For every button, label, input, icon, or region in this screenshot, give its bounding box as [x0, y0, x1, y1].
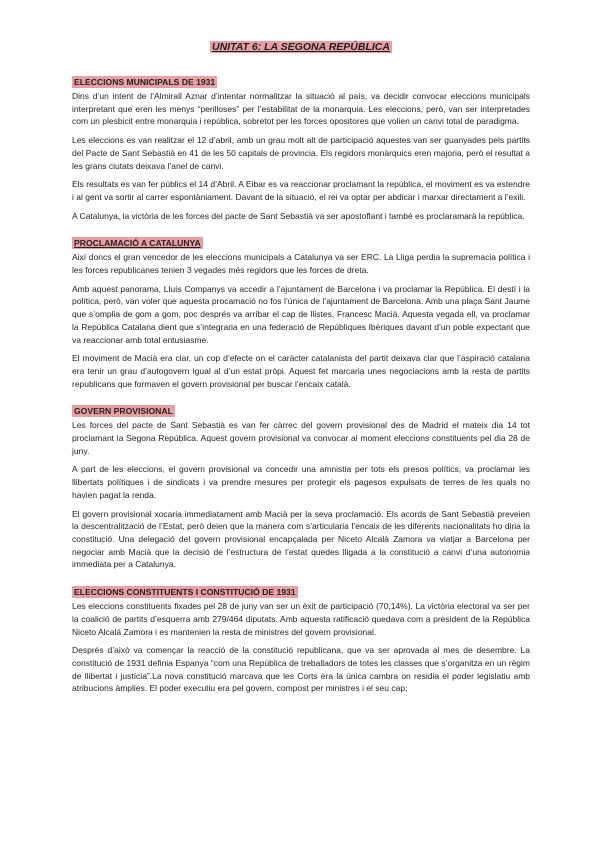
section-heading: ELECCIONS MUNICIPALS DE 1931: [74, 77, 216, 87]
section-provisional-government: [72, 401, 530, 571]
paragraph: Després d’això va començar la reacció de la constitució republicana, que va ser aprovada al mes de desembre. La constitució de 1931 definia Espanya “com una República de treballadors de totes les classes que s’organitza en un règim de llibertat i justícia”.La nova constitució marcava que les Corts era la única cambra on residia el poder legislatiu amb atribucions àmplies. El poder executiu era pel govern, compost per ministres i el seu cap;: [72, 645, 530, 694]
document-title: UNITAT 6: LA SEGONA REPÚBLICA: [212, 41, 390, 53]
paragraph: A part de les eleccions, el govern provisional va concedir una amnistia per tots els presos polítics, va proclamar les llibertats polítiques i de sindicats i va prendre mesures per protegir els pagesos expulsats de terres de les quals no havien pagat la renda.: [72, 464, 530, 500]
paragraph: Les eleccions constituents fixades pel 28 de juny van ser un èxit de participació (70,14%). La victòria electoral va ser per la coalició de partits d’esquerra amb 279/464 diputats. Amb aquesta ratificació quedava com a president de la República Niceto Alcalá Zamora i es mantenien la resta de ministres del govern provisional.: [72, 601, 530, 637]
paragraph: A Catalunya, la victòria de les forces del pacte de Sant Sebastià va ser apostoflant i també es proclaramarà la república.: [72, 210, 525, 221]
section-constituent-elections: [72, 582, 530, 695]
paragraph: Dins d’un intent de l’Almirall Aznar d’intentar normalitzar la situació al país, va decidir convocar eleccions municipals interpretant que eren les menys “perilloses” per l’estabilitat de la monarquia. Les eleccions, però, van ser interpretades com un plesbicit entre monarquia i república, sobretot per les forces opositores que volien un canvi total de paradigma.: [72, 91, 530, 127]
section-proclamation-catalonia: [72, 233, 530, 390]
section-heading: PROCLAMACIÓ A CATALUNYA: [74, 238, 201, 249]
paragraph: El moviment de Macià era clar, un cop d’efecte on el caràcter catalanista del partit deixava clar que l’aspiració catalana era tenir un grau d’autogovern igual al d’un estat pròpi. Aquest fet marcaria unes negociacions amb la resta de partits republicans que formaven el govern provisional per buscar l’encaix català.: [72, 353, 530, 389]
section-heading: ELECCIONS CONSTITUENTS I CONSTITUCIÓ DE 1931: [74, 587, 296, 598]
section-municipal-elections: [72, 72, 530, 222]
paragraph: Les forces del pacte de Sant Sebastià es van fer càrrec del govern provisional des de Madrid el mateix dia 14 tot proclamant la Segona República. Aquest govern provisional va convocar al moment eleccions constituents pel dia 28 de juny.: [72, 420, 530, 456]
paragraph: Així doncs el gran vencedor de les eleccions municipals a Catalunya va ser ERC. La Lliga perdia la supremacia política i les forces republicanes tenien 3 vegades més regidors que les forces de dreta.: [72, 252, 530, 276]
paragraph: El govern provisional xocaria immediatament amb Macià per la seva proclamació. Els acords de Sant Sebastià preveien la descentralització de l’Estat, però deien que la manera com s’articularia l’encaix de les diferents nacionalitats ho diria la constitució. Una delegació del govern provisional encapçalada per Niceto Alcalà Zamora va viatjar a Barcelona per negociar amb Macià que la decisió de l’estructura de l’estat quedes lligada a la constitució a canvi d’una autonomia immediata per a Catalunya.: [72, 508, 530, 570]
section-heading: GOVERN PROVISIONAL: [74, 406, 173, 417]
paragraph: Els resultats es van fer públics el 14 d’Abril. A Eibar es va reaccionar proclamant la república, el moviment es va estendre i al gent va sortir al carrer espontàniament. Davant de la situació, el rei va optar per abdicar i marxar directament a l’exili.: [72, 179, 530, 202]
paragraph: Amb aquest panorama, Lluís Companys va accedir a l’ajuntament de Barcelona i va proclamar la República. El destí i la política, però, van voler que aquesta procamació no fos l’única de l’ajuntament de Barcelona. Amb una plaça Sant Jaume que s’omplia de gom a gom, poc després va arribar el cap de llistes, Francesc Macià. Aquesta vegada ell, va proclamar la República Catalana dient que s’integraria en una federació de Repúbliques Ibèriques davant d’un poble expectant que va reaccionar amb total entusiasme.: [72, 283, 530, 345]
paragraph: Les eleccions es van realitzar el 12 d’abril, amb un grau molt alt de participació aquestes van ser guanyades pels partits del Pacte de Sant Sebastià en 41 de les 50 capitals de provincia. Els regidors monàrquics eren majoria, però el resultat a les grans ciutats deixava l’anel de canvi.: [72, 135, 530, 171]
